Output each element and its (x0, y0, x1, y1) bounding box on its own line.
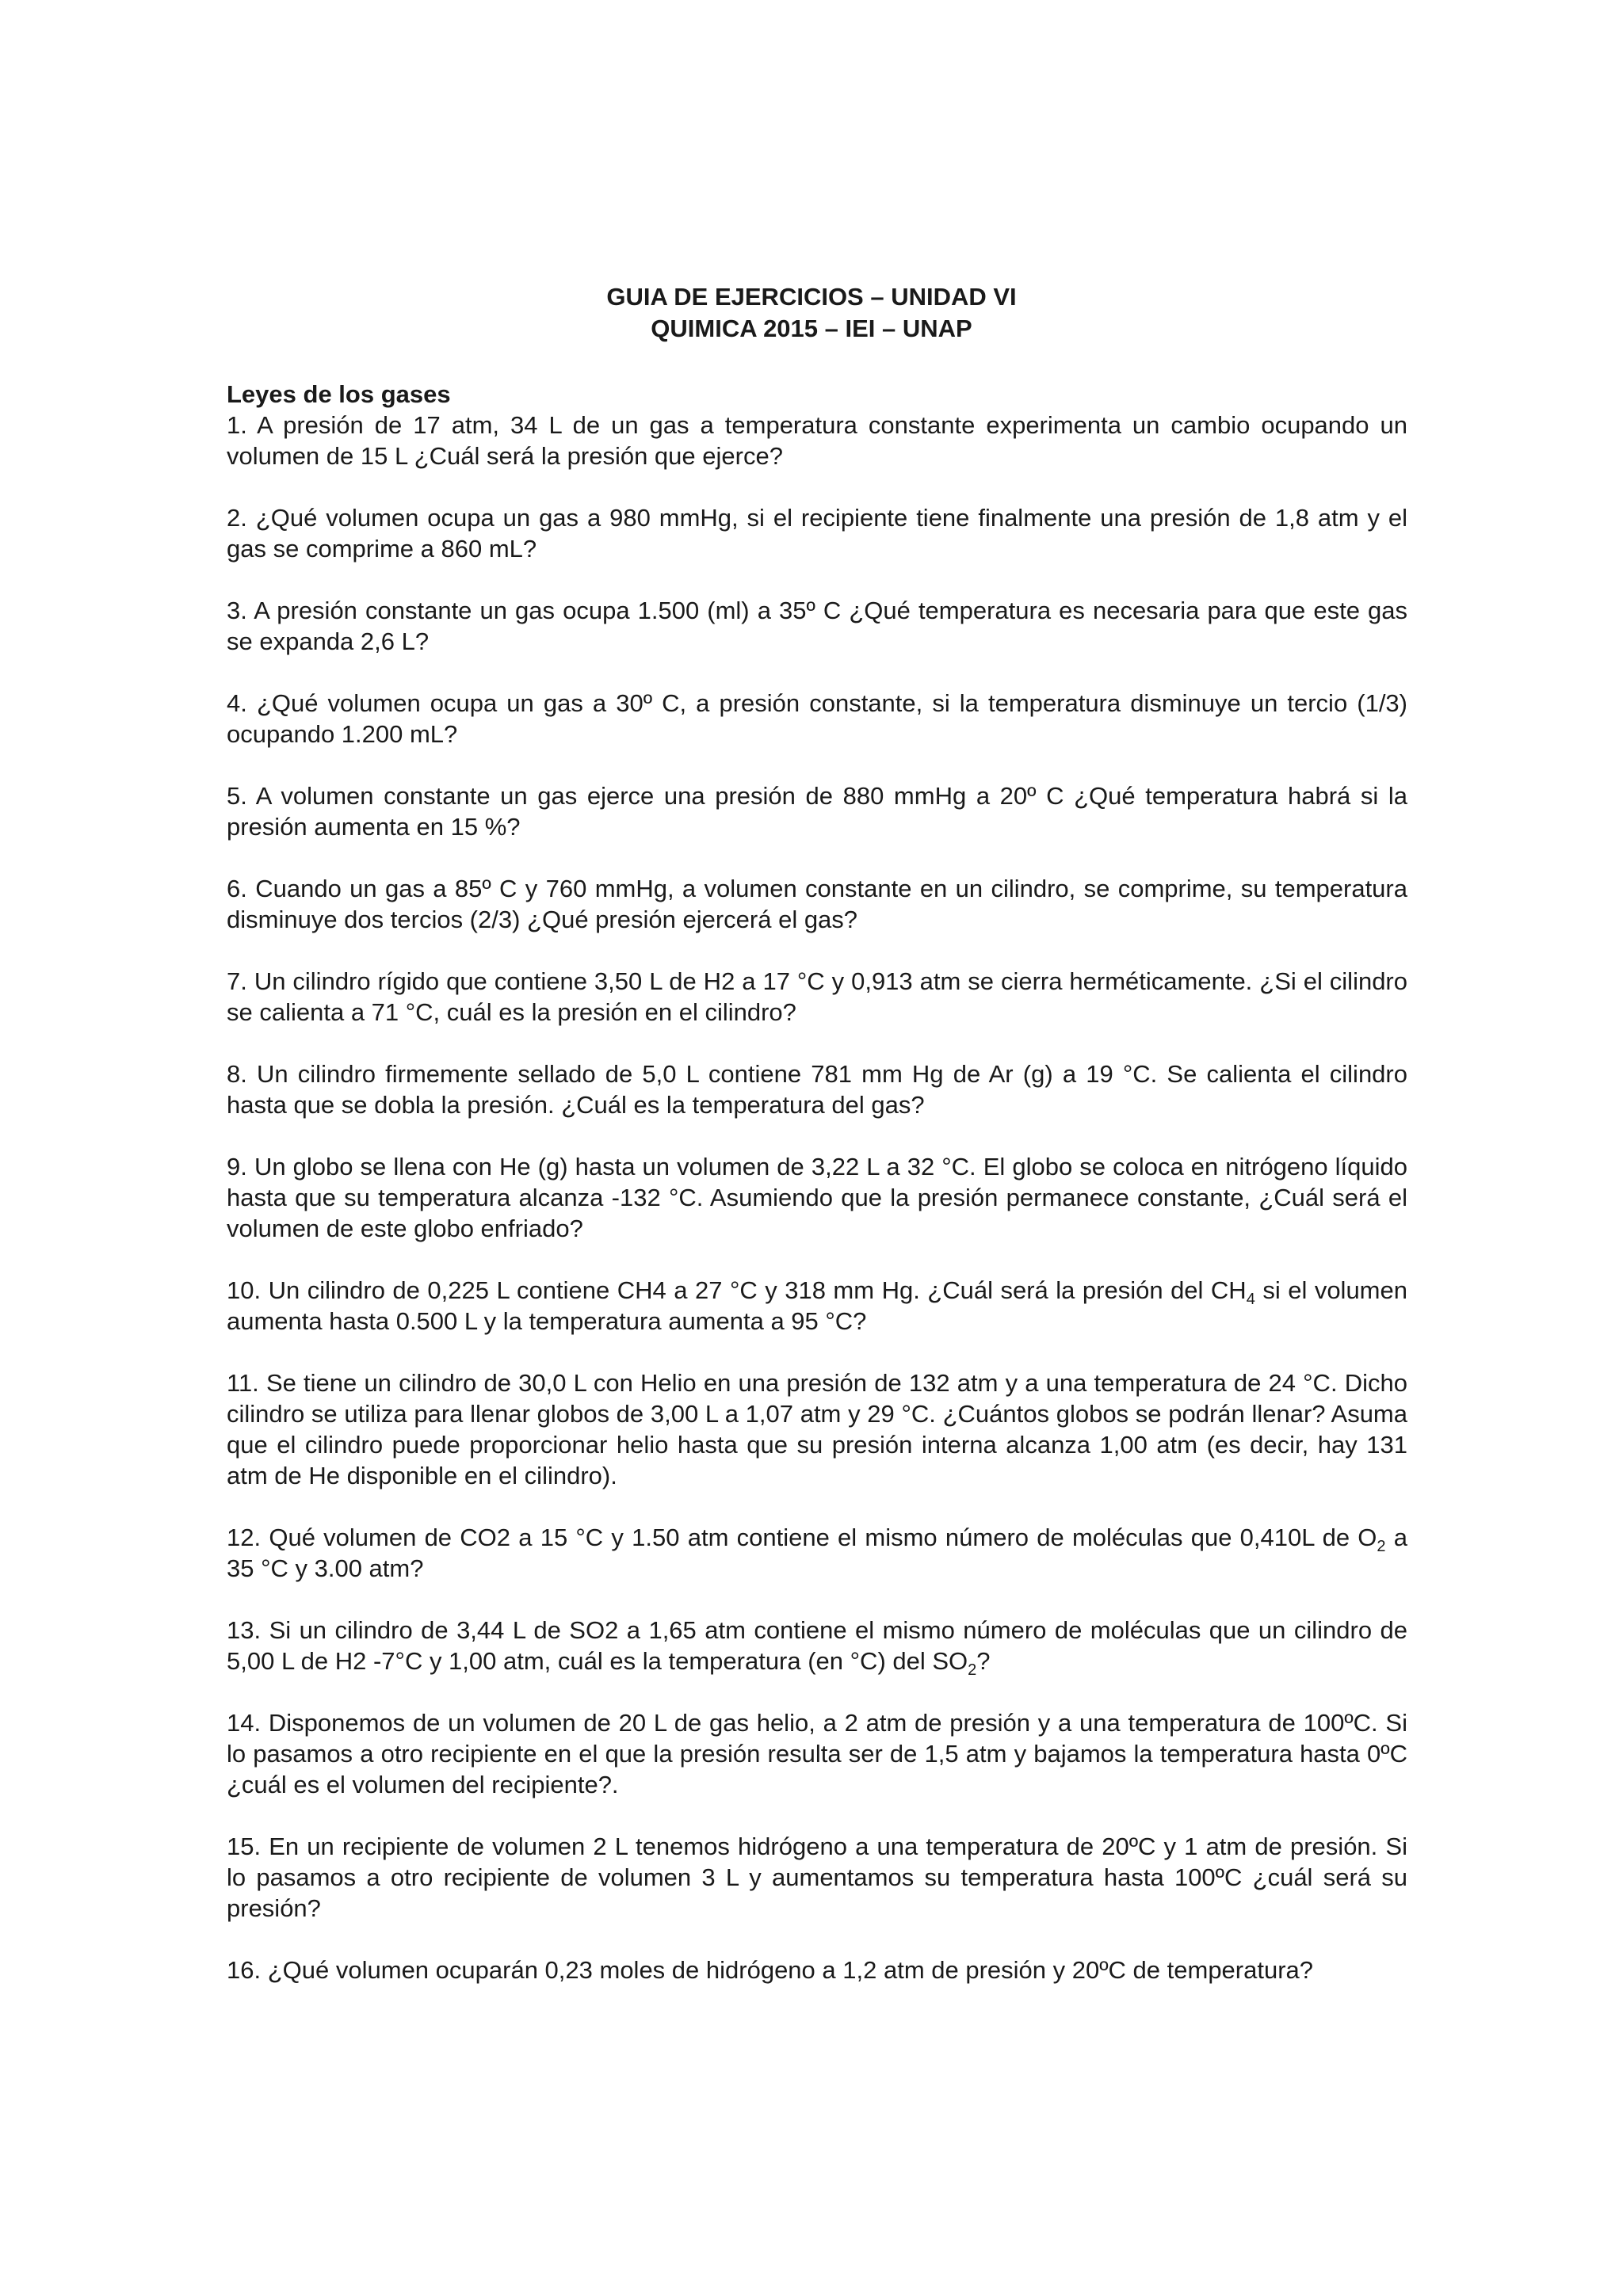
section-title: Leyes de los gases (227, 380, 451, 408)
exercise-text: ¿Qué volumen ocupa un gas a 980 mmHg, si el recipiente tiene finalmente una presión de 1,8 atm y el gas se comprime a 860 mL? (227, 504, 1407, 563)
exercise-11 (227, 1367, 1407, 1491)
exercise-number: 6. (227, 875, 247, 902)
exercise-text: ¿Qué volumen ocuparán 0,23 moles de hidrógeno a 1,2 atm de presión y 20ºC de temperatura? (267, 1956, 1314, 1984)
exercise-16 (227, 1955, 1407, 1985)
exercise-text: A presión de 17 atm, 34 L de un gas a temperatura constante experimenta un cambio ocupando un volumen de 15 L ¿Cuál será la presión que ejerce? (227, 411, 1408, 470)
document-header (0, 281, 1623, 345)
subscript: 2 (1377, 1538, 1386, 1556)
exercise-14 (227, 1707, 1407, 1800)
exercise-number: 12. (227, 1524, 262, 1551)
exercise-number: 9. (227, 1153, 247, 1180)
exercise-text: Un cilindro firmemente sellado de 5,0 L contiene 781 mm Hg de Ar (g) a 19 °C. Se calienta el cilindro hasta que se dobla la presión. ¿Cuál es la temperatura del gas? (227, 1060, 1407, 1119)
exercise-number: 13. (227, 1616, 262, 1644)
exercise-text: A volumen constante un gas ejerce una presión de 880 mmHg a 20º C ¿Qué temperatura habrá si la presión aumenta en 15 %? (227, 782, 1407, 841)
exercise-number: 14. (227, 1709, 262, 1737)
exercise-text-cont: ? (976, 1647, 991, 1675)
subscript: 2 (968, 1661, 977, 1680)
exercise-number: 3. (227, 597, 247, 624)
exercise-text: Se tiene un cilindro de 30,0 L con Helio en una presión de 132 atm y a una temperatura de 24 °C. Dicho cilindro se utiliza para llenar globos de 3,00 L a 1,07 atm y 29 °C. ¿Cuántos globos se podrán llenar? Asuma que el cilindro puede proporcionar helio hasta que su presión interna alcanza 1,00 atm (es decir, hay 131 atm de He disponible en el cilindro). (227, 1369, 1407, 1489)
exercise-7 (227, 966, 1407, 1028)
exercise-15 (227, 1831, 1407, 1924)
exercise-number: 5. (227, 782, 247, 810)
exercise-text: Un cilindro de 0,225 L contiene CH4 a 27 °C y 318 mm Hg. ¿Cuál será la presión del CH (268, 1276, 1247, 1304)
exercise-text: Si un cilindro de 3,44 L de SO2 a 1,65 atm contiene el mismo número de moléculas que un cilindro de 5,00 L de H2 -7°C y 1,00 atm, cuál es la temperatura (en °C) del SO (227, 1616, 1407, 1675)
exercise-number: 7. (227, 967, 247, 995)
document-body (227, 379, 1407, 2016)
exercise-number: 16. (227, 1956, 262, 1984)
exercise-3 (227, 595, 1407, 657)
exercise-number: 2. (227, 504, 247, 532)
exercise-text: ¿Qué volumen ocupa un gas a 30º C, a presión constante, si la temperatura disminuye un tercio (1/3) ocupando 1.200 mL? (227, 689, 1407, 748)
exercise-text: Qué volumen de CO2 a 15 °C y 1.50 atm contiene el mismo número de moléculas que 0,410L de O (269, 1524, 1377, 1551)
exercise-5 (227, 780, 1407, 842)
exercise-12 (227, 1522, 1407, 1584)
exercise-number: 10. (227, 1276, 262, 1304)
exercise-text: Un globo se llena con He (g) hasta un volumen de 3,22 L a 32 °C. El globo se coloca en nitrógeno líquido hasta que su temperatura alcanza -132 °C. Asumiendo que la presión permanece constante, ¿Cuál será el volumen de este globo enfriado? (227, 1153, 1407, 1242)
exercise-1 (227, 410, 1407, 471)
exercise-text: En un recipiente de volumen 2 L tenemos hidrógeno a una temperatura de 20ºC y 1 atm de presión. Si lo pasamos a otro recipiente de volumen 3 L y aumentamos su temperatura hasta 100ºC ¿cuál será su presión? (227, 1833, 1407, 1922)
exercise-number: 11. (227, 1369, 259, 1397)
exercise-number: 8. (227, 1060, 247, 1088)
exercise-13 (227, 1615, 1407, 1680)
exercise-text: A presión constante un gas ocupa 1.500 (ml) a 35º C ¿Qué temperatura es necesaria para que este gas se expanda 2,6 L? (227, 597, 1407, 655)
exercise-number: 15. (227, 1833, 262, 1860)
exercise-4 (227, 688, 1407, 749)
subscript: 4 (1246, 1291, 1255, 1309)
exercise-text: Un cilindro rígido que contiene 3,50 L de H2 a 17 °C y 0,913 atm se cierra herméticamente. ¿Si el cilindro se calienta a 71 °C, cuál es la presión en el cilindro? (227, 967, 1407, 1026)
exercise-text: Cuando un gas a 85º C y 760 mmHg, a volumen constante en un cilindro, se comprime, su temperatura disminuye dos tercios (2/3) ¿Qué presión ejercerá el gas? (227, 875, 1407, 933)
exercise-6 (227, 873, 1407, 935)
header-title: GUIA DE EJERCICIOS – UNIDAD VI (606, 283, 1017, 311)
exercise-2 (227, 502, 1407, 564)
exercise-text: Disponemos de un volumen de 20 L de gas helio, a 2 atm de presión y a una temperatura de 100ºC. Si lo pasamos a otro recipiente en el que la presión resulta ser de 1,5 atm y bajamos la temperatura hasta 0ºC ¿cuál es el volumen del recipiente?. (227, 1709, 1407, 1798)
exercise-number: 4. (227, 689, 247, 717)
exercise-text-cont: a 35 °C y 3.00 atm? (227, 1524, 1407, 1582)
exercise-10 (227, 1275, 1407, 1337)
exercise-text-cont: si el volumen aumenta hasta 0.500 L y la temperatura aumenta a 95 °C? (227, 1276, 1407, 1335)
exercise-9 (227, 1151, 1407, 1244)
exercise-number: 1. (227, 411, 247, 439)
header-subtitle: QUIMICA 2015 – IEI – UNAP (651, 315, 972, 342)
exercise-8 (227, 1058, 1407, 1120)
